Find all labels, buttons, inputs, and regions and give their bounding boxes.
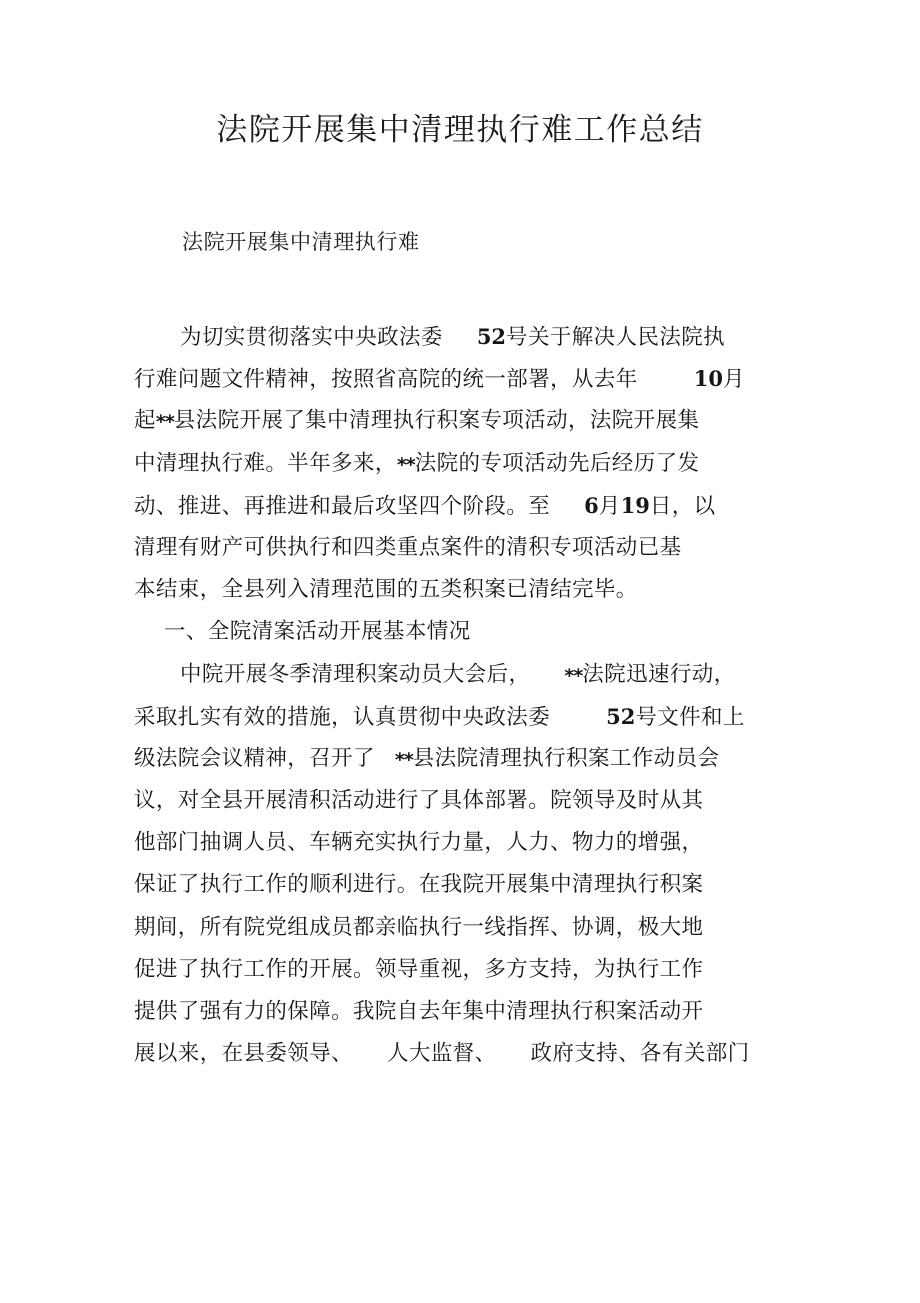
text-run: 法院迅速行动， [582,661,736,687]
text-line [134,527,752,569]
text-run: 月 [722,367,745,393]
text-line [134,780,752,822]
numeral-run: 6 [584,492,599,518]
text-run: 清理有财产可供执行和四类重点案件的清积专项活动已基 [134,534,682,560]
document-subtitle: 法院开展集中清理执行难 [182,230,420,254]
text-line [134,443,752,485]
text-run: 本结束，全县列入清理范围的五类积案已清结完毕。 [134,577,638,603]
text-run: 级法院会议精神，召开了 [134,745,375,771]
redaction-asterisks: ** [394,748,413,771]
text-run: 号关于解决人民法院执 [506,325,726,350]
redaction-asterisks: ** [564,664,583,687]
text-run: 号文件和上 [635,704,745,730]
text-run: 行难问题文件精神，按照省高院的统一部署，从去年 [134,367,638,393]
text-line [134,611,752,653]
text-run: 采取扎实有效的措施，认真贯彻中央政法委 [134,704,551,730]
text-line [134,654,752,696]
text-line [134,864,752,906]
text-run: 中院开展冬季清理积案动员大会后， [180,661,531,687]
text-run: 县法院清理执行积案工作动员会 [412,745,720,771]
text-run: 中清理执行难。半年多来， [134,450,397,476]
text-run: 期间，所有院党组成员都亲临执行一线指挥、协调，极大地 [134,914,704,940]
text-run: 月 [598,493,621,519]
text-line [134,696,752,738]
numeral-run: 52 [606,703,636,729]
redaction-asterisks: ** [155,411,174,434]
text-run: 政府支持、各有关部门 [530,1041,750,1067]
text-line [134,316,752,358]
text-run: 日，以 [649,493,716,519]
text-run: 起 [134,408,156,434]
text-run: 保证了执行工作的顺利进行。在我院开展集中清理执行积案 [134,872,704,898]
text-run: 为切实贯彻落实中央政法委 [180,325,443,350]
text-run: 县法院开展了集中清理执行积案专项活动，法院开展集 [173,408,700,434]
text-line [134,569,752,611]
document-body [134,316,752,1075]
text-line [134,1033,752,1075]
text-line [134,949,752,991]
text-line [134,358,752,400]
text-line [134,907,752,949]
text-run: 议，对全县开展清积活动进行了具体部署。院领导及时从其 [134,788,704,814]
numeral-run: 19 [620,492,650,518]
text-run: 法院的专项活动先后经历了发 [414,450,700,476]
numeral-run: 10 [693,366,723,392]
redaction-asterisks: ** [396,453,415,476]
text-run: 一、全院清案活动开展基本情况 [164,619,471,645]
text-line [134,822,752,864]
numeral-run: 52 [476,324,507,349]
text-line [134,738,752,780]
text-run: 他部门抽调人员、车辆充实执行力量，人力、物力的增强， [134,830,704,856]
text-run: 促进了执行工作的开展。领导重视，多方支持，为执行工作 [134,956,704,982]
text-line [134,400,752,442]
text-line [134,991,752,1033]
text-run: 人大监督、 [387,1041,497,1067]
text-run: 展以来，在县委领导、 [134,1041,354,1067]
page-title: 法院开展集中清理执行难工作总结 [216,112,704,148]
text-run: 动、推进、再推进和最后攻坚四个阶段。至 [134,493,551,519]
text-run: 提供了强有力的保障。我院自去年集中清理执行积案活动开 [134,999,704,1024]
text-line [134,485,752,527]
